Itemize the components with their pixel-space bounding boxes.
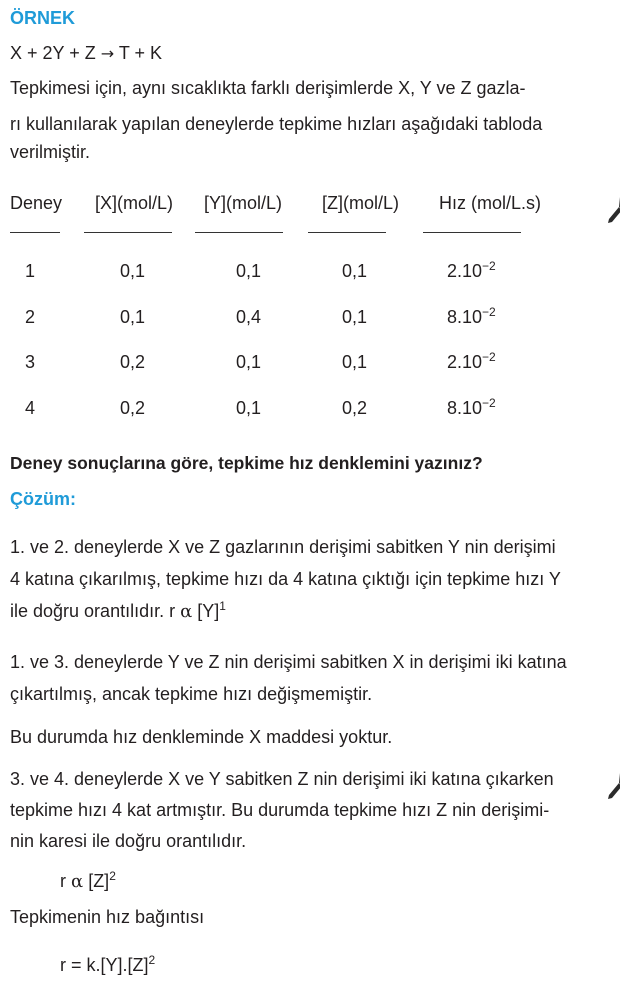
example-heading: ÖRNEK — [10, 8, 76, 28]
reaction-arrow-icon: → — [100, 44, 115, 63]
pen-icon — [606, 772, 620, 800]
header-underline — [10, 232, 60, 233]
table-cell-z: 0,1 — [342, 307, 368, 327]
table-cell-z: 0,1 — [342, 352, 368, 372]
table-cell-deney: 4 — [25, 398, 36, 418]
intro-line-2: rı kullanılarak yapılan deneylerde tepkime hızları aşağıdaki tabloda — [10, 114, 543, 134]
solution-para1-line3: ile doğru orantılıdır. r α $[Y]^1$ — [10, 599, 226, 622]
table-cell-y: 0,1 — [236, 398, 262, 418]
column-header-x: [X](mol/L) — [95, 193, 174, 213]
rate-law: $r = k.[Y].[Z]^2$ — [60, 953, 156, 975]
solution-para4-line2: tepkime hızı 4 kat artmıştır. Bu durumda tepkime hızı Z nin derişimi- — [10, 800, 550, 820]
table-cell-rate: $8.10^{-2}$ — [447, 305, 496, 327]
table-cell-rate: $8.10^{-2}$ — [447, 396, 496, 418]
solution-label: Çözüm: — [10, 489, 76, 509]
solution-para3: Bu durumda hız denkleminde X maddesi yoktur. — [10, 727, 393, 747]
solution-para4-line3: nin karesi ile doğru orantılıdır. — [10, 831, 247, 851]
proportionality-z: r α $[Z]^2$ — [60, 869, 116, 892]
column-header-y: [Y](mol/L) — [204, 193, 283, 213]
table-cell-deney: 1 — [25, 261, 36, 281]
solution-para4-line1: 3. ve 4. deneylerde X ve Y sabitken Z nin derişimi iki katına çıkarken — [10, 769, 554, 789]
rate-law-label: Tepkimenin hız bağıntısı — [10, 907, 205, 927]
intro-line-1: Tepkimesi için, aynı sıcaklıkta farklı derişimlerde X, Y ve Z gazla- — [10, 78, 526, 98]
column-header-rate: Hız (mol/L.s) — [439, 193, 542, 213]
reaction-equation — [10, 38, 162, 69]
solution-para1-line1: 1. ve 2. deneylerde X ve Z gazlarının derişimi sabitken Y nin derişimi — [10, 537, 556, 557]
header-underline — [84, 232, 172, 233]
table-cell-y: 0,4 — [236, 307, 262, 327]
table-cell-x: 0,1 — [120, 261, 146, 281]
table-cell-y: 0,1 — [236, 261, 262, 281]
table-cell-z: 0,2 — [342, 398, 368, 418]
proportional-symbol: α — [71, 871, 84, 892]
table-cell-rate: $2.10^{-2}$ — [447, 259, 496, 281]
table-cell-x: 0,2 — [120, 398, 146, 418]
solution-para2-line1: 1. ve 3. deneylerde Y ve Z nin derişimi sabitken X in derişimi iki katına — [10, 652, 567, 672]
reaction-lhs: X + 2Y + Z — [10, 43, 96, 63]
intro-line-3: verilmiştir. — [10, 142, 90, 162]
table-cell-x: 0,2 — [120, 352, 146, 372]
solution-para2-line2: çıkartılmış, ancak tepkime hızı değişmemiştir. — [10, 684, 373, 704]
table-cell-y: 0,1 — [236, 352, 262, 372]
header-underline — [308, 232, 386, 233]
table-cell-z: 0,1 — [342, 261, 368, 281]
header-underline — [423, 232, 521, 233]
header-underline — [195, 232, 283, 233]
column-header-z: [Z](mol/L) — [322, 193, 400, 213]
proportional-symbol: α — [180, 601, 193, 622]
solution-para1-line2: 4 katına çıkarılmış, tepkime hızı da 4 katına çıktığı için tepkime hızı Y — [10, 569, 561, 589]
reaction-rhs: T + K — [118, 43, 163, 63]
column-header-deney: Deney — [10, 193, 63, 213]
table-cell-x: 0,1 — [120, 307, 146, 327]
table-cell-deney: 3 — [25, 352, 36, 372]
table-cell-rate: $2.10^{-2}$ — [447, 350, 496, 372]
pen-icon — [606, 196, 620, 224]
table-cell-deney: 2 — [25, 307, 36, 327]
question: Deney sonuçlarına göre, tepkime hız denklemini yazınız? — [10, 453, 483, 473]
